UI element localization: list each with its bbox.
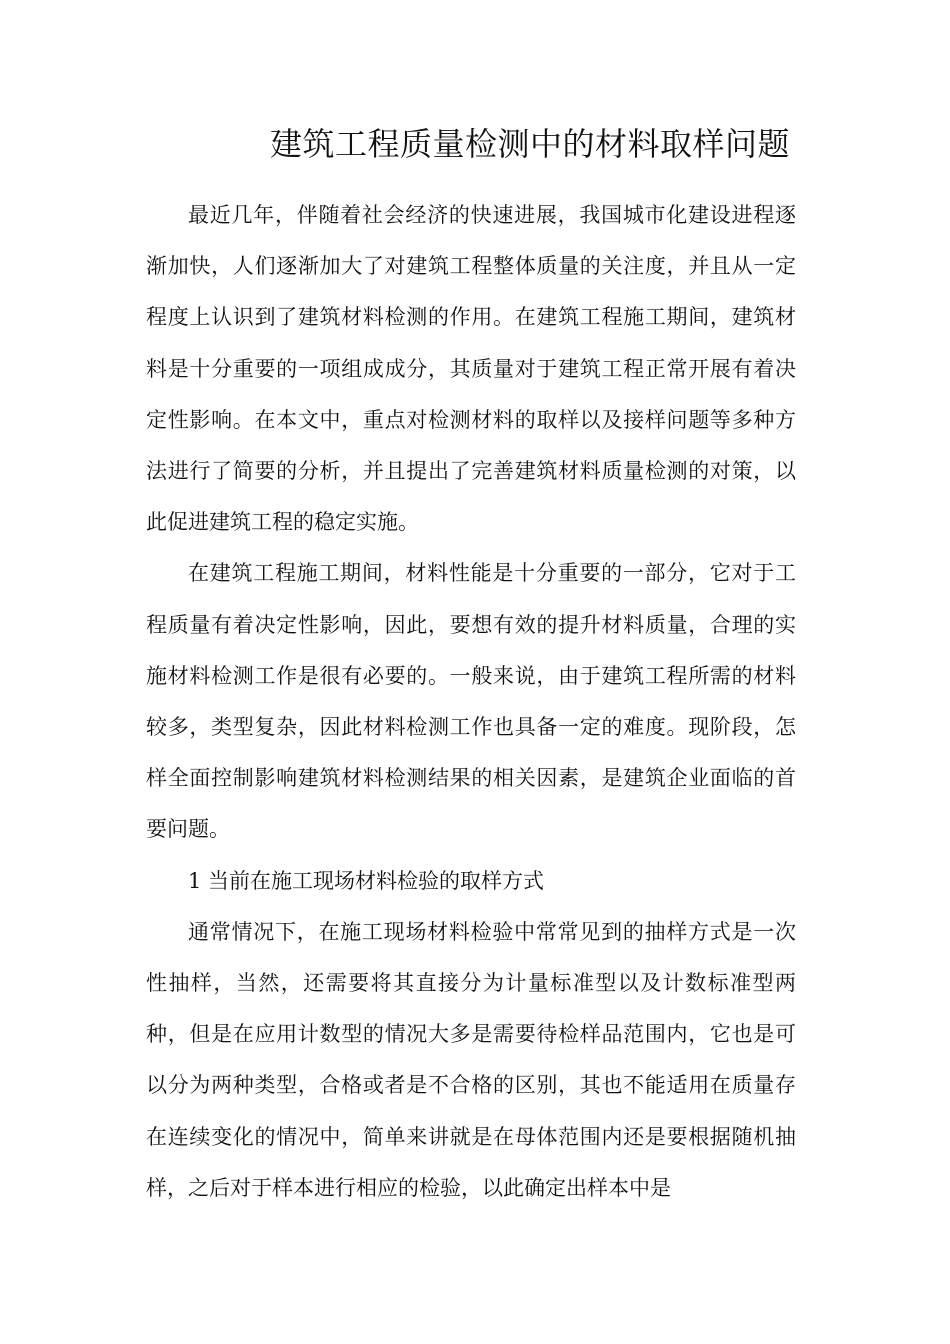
document-title: 建筑工程质量检测中的材料取样问题 [269,125,790,163]
paragraph-intro: 最近几年，伴随着社会经济的快速进展，我国城市化建设进程逐渐加快，人们逐渐加大了对建筑工程整体质量的关注度，并且从一定程度上认识到了建筑材料检测的作用。在建筑工程施工期间，建筑材料是十分重要的一项组成成分，其质量对于建筑工程正常开展有着决定性影响。在本文中，重点对检测材料的取样以及接样问题等多种方法进行了简要的分析，并且提出了完善建筑材料质量检测的对策，以此促进建筑工程的稳定实施。 [146,203,796,535]
document-body [146,190,796,1214]
paragraph-materials: 在建筑工程施工期间，材料性能是十分重要的一部分，它对于工程质量有着决定性影响，因此，要想有效的提升材料质量，合理的实施材料检测工作是很有必要的。一般来说，由于建筑工程所需的材料较多，类型复杂，因此材料检测工作也具备一定的难度。现阶段，怎样全面控制影响建筑材料检测结果的相关因素，是建筑企业面临的首要问题。 [146,561,796,842]
paragraph-sampling: 通常情况下，在施工现场材料检验中常常见到的抽样方式是一次性抽样，当然，还需要将其直接分为计量标准型以及计数标准型两种，但是在应用计数型的情况大多是需要待检样品范围内，它也是可以分为两种类型，合格或者是不合格的区别，其也不能适用在质量存在连续变化的情况中，简单来讲就是在母体范围内还是要根据随机抽样，之后对于样本进行相应的检验，以此确定出样本中是 [146,919,796,1200]
section-heading: 1 当前在施工现场材料检验的取样方式 [188,868,545,893]
